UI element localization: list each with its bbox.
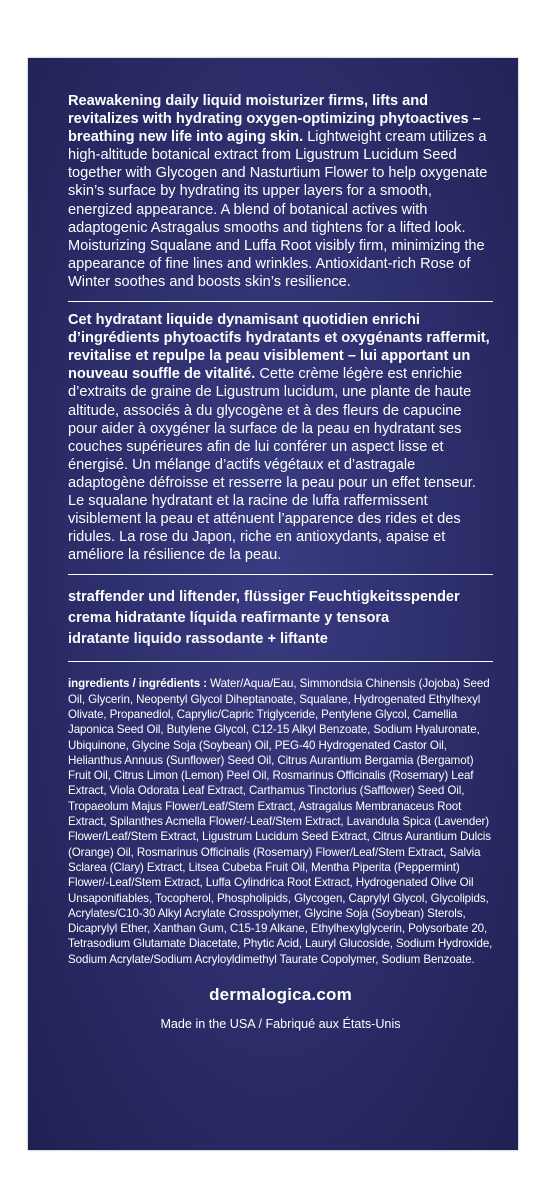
french-description xyxy=(68,311,493,564)
german-name: straffender und liftender, flüssiger Feuchtigkeitsspender xyxy=(68,589,460,606)
translations-block xyxy=(68,587,493,650)
divider xyxy=(68,574,493,575)
english-lead: Reawakening daily liquid moisturizer firms, lifts and revitalizes with hydrating oxygen-optimizing phytoactives – breathing new life into aging skin. xyxy=(68,93,481,146)
italian-name: idratante liquido rassodante + liftante xyxy=(68,631,328,648)
english-description xyxy=(68,92,493,291)
origin-statement: Made in the USA / Fabriqué aux États-Unis xyxy=(160,1016,401,1031)
divider xyxy=(68,301,493,302)
spanish-name: crema hidratante líquida reafirmante y tensora xyxy=(68,610,390,627)
ingredients-list xyxy=(68,676,493,967)
website: dermalogica.com xyxy=(209,984,352,1004)
ingredients-text: Water/Aqua/Eau, Simmondsia Chinensis (Jojoba) Seed Oil, Glycerin, Neopentyl Glycol Diheptanoate, Squalane, Hydrogenated Ethylhexyl Olivate, Propanediol, Caprylic/Capric Triglyceride, Pentylene Glycol, Camellia Japonica Seed Oil, Butylene Glycol, C12-15 Alkyl Benzoate, Sodium Hyaluronate, Ubiquinone, Glycine Soja (Soybean) Oil, PEG-40 Hydrogenated Castor Oil, Helianthus Annuus (Sunflower) Seed Oil, Citrus Aurantium Bergamia (Bergamot) Fruit Oil, Citrus Limon (Lemon) Peel Oil, Rosmarinus Officinalis (Rosemary) Leaf Extract, Viola Odorata Leaf Extract, Carthamus Tinctorius (Safflower) Seed Oil, Tropaeolum Majus Flower/Leaf/Stem Extract, Astragalus Membranaceus Root Extract, Spilanthes Acmella Flower/-Leaf/Stem Extract, Lavandula Spica (Lavender) Flower/Leaf/Stem Extract, Ligustrum Lucidum Seed Extract, Citrus Aurantium Dulcis (Orange) Oil, Rosmarinus Officinalis (Rosemary) Flower/Leaf/Stem Extract, Salvia Sclarea (Clary) Extract, Litsea Cubeba Fruit Oil, Mentha Piperita (Peppermint) Flower/-Leaf/Stem Extract, Luffa Cylindrica Root Extract, Hydrogenated Olive Oil Unsaponifiables, Tocopherol, Phospholipids, Glycogen, Caprylyl Glycol, Glycolipids, Acrylates/C10-30 Alkyl Acrylate Crosspolymer, Glycine Soja (Soybean) Sterols, Dicaprylyl Ether, Xanthan Gum, C15-19 Alkane, Ethylhexylglycerin, Polysorbate 20, Tetrasodium Glutamate Diacetate, Phytic Acid, Lauryl Glucoside, Sodium Hydroxide, Sodium Acrylate/Sodium Acryloyldimethyl Taurate Copolymer, Sodium Benzoate. xyxy=(68,677,493,966)
ingredients-label: ingredients / ingrédients : xyxy=(68,677,208,691)
french-body: Cette crème légère est enrichie d’extraits de graine de Ligustrum lucidum, une plante de haute altitude, associés à du glycogène et à des fleurs de capucine pour aider à oxygéner la surface de la peau en hydratant ses couches supérieures afin de lui conférer un aspect lisse et énergisé. Un mélange d’actifs végétaux et d’astragale adaptogène défroisse et resserre la peau pour un effet tenseur. Le squalane hydratant et la racine de luffa raffermissent visiblement la peau et atténuent l’apparence des rides et des ridules. La rose du Japon, riche en antioxydants, apaise et améliore la résilience de la peau. xyxy=(68,366,476,564)
english-body: Lightweight cream utilizes a high-altitude botanical extract from Ligustrum Lucidum Seed together with Glycogen and Nasturtium Flower to help oxygenate skin’s surface by hydrating its upper layers for a smooth, energized appearance. A blend of botanical actives with adaptogenic Astragalus smooths and tightens for a lifted look. Moisturizing Squalane and Luffa Root visibly firm, minimizing the appearance of fine lines and wrinkles. Antioxidant-rich Rose of Winter soothes and boosts skin’s resilience. xyxy=(68,129,488,290)
package-text xyxy=(68,92,493,1031)
divider xyxy=(68,661,493,662)
french-lead: Cet hydratant liquide dynamisant quotidien enrichi d’ingrédients phytoactifs hydratants et oxygénants raffermit, revitalise et repulpe la peau visiblement – lui apportant un nouveau souffle de vitalité. xyxy=(68,312,490,383)
